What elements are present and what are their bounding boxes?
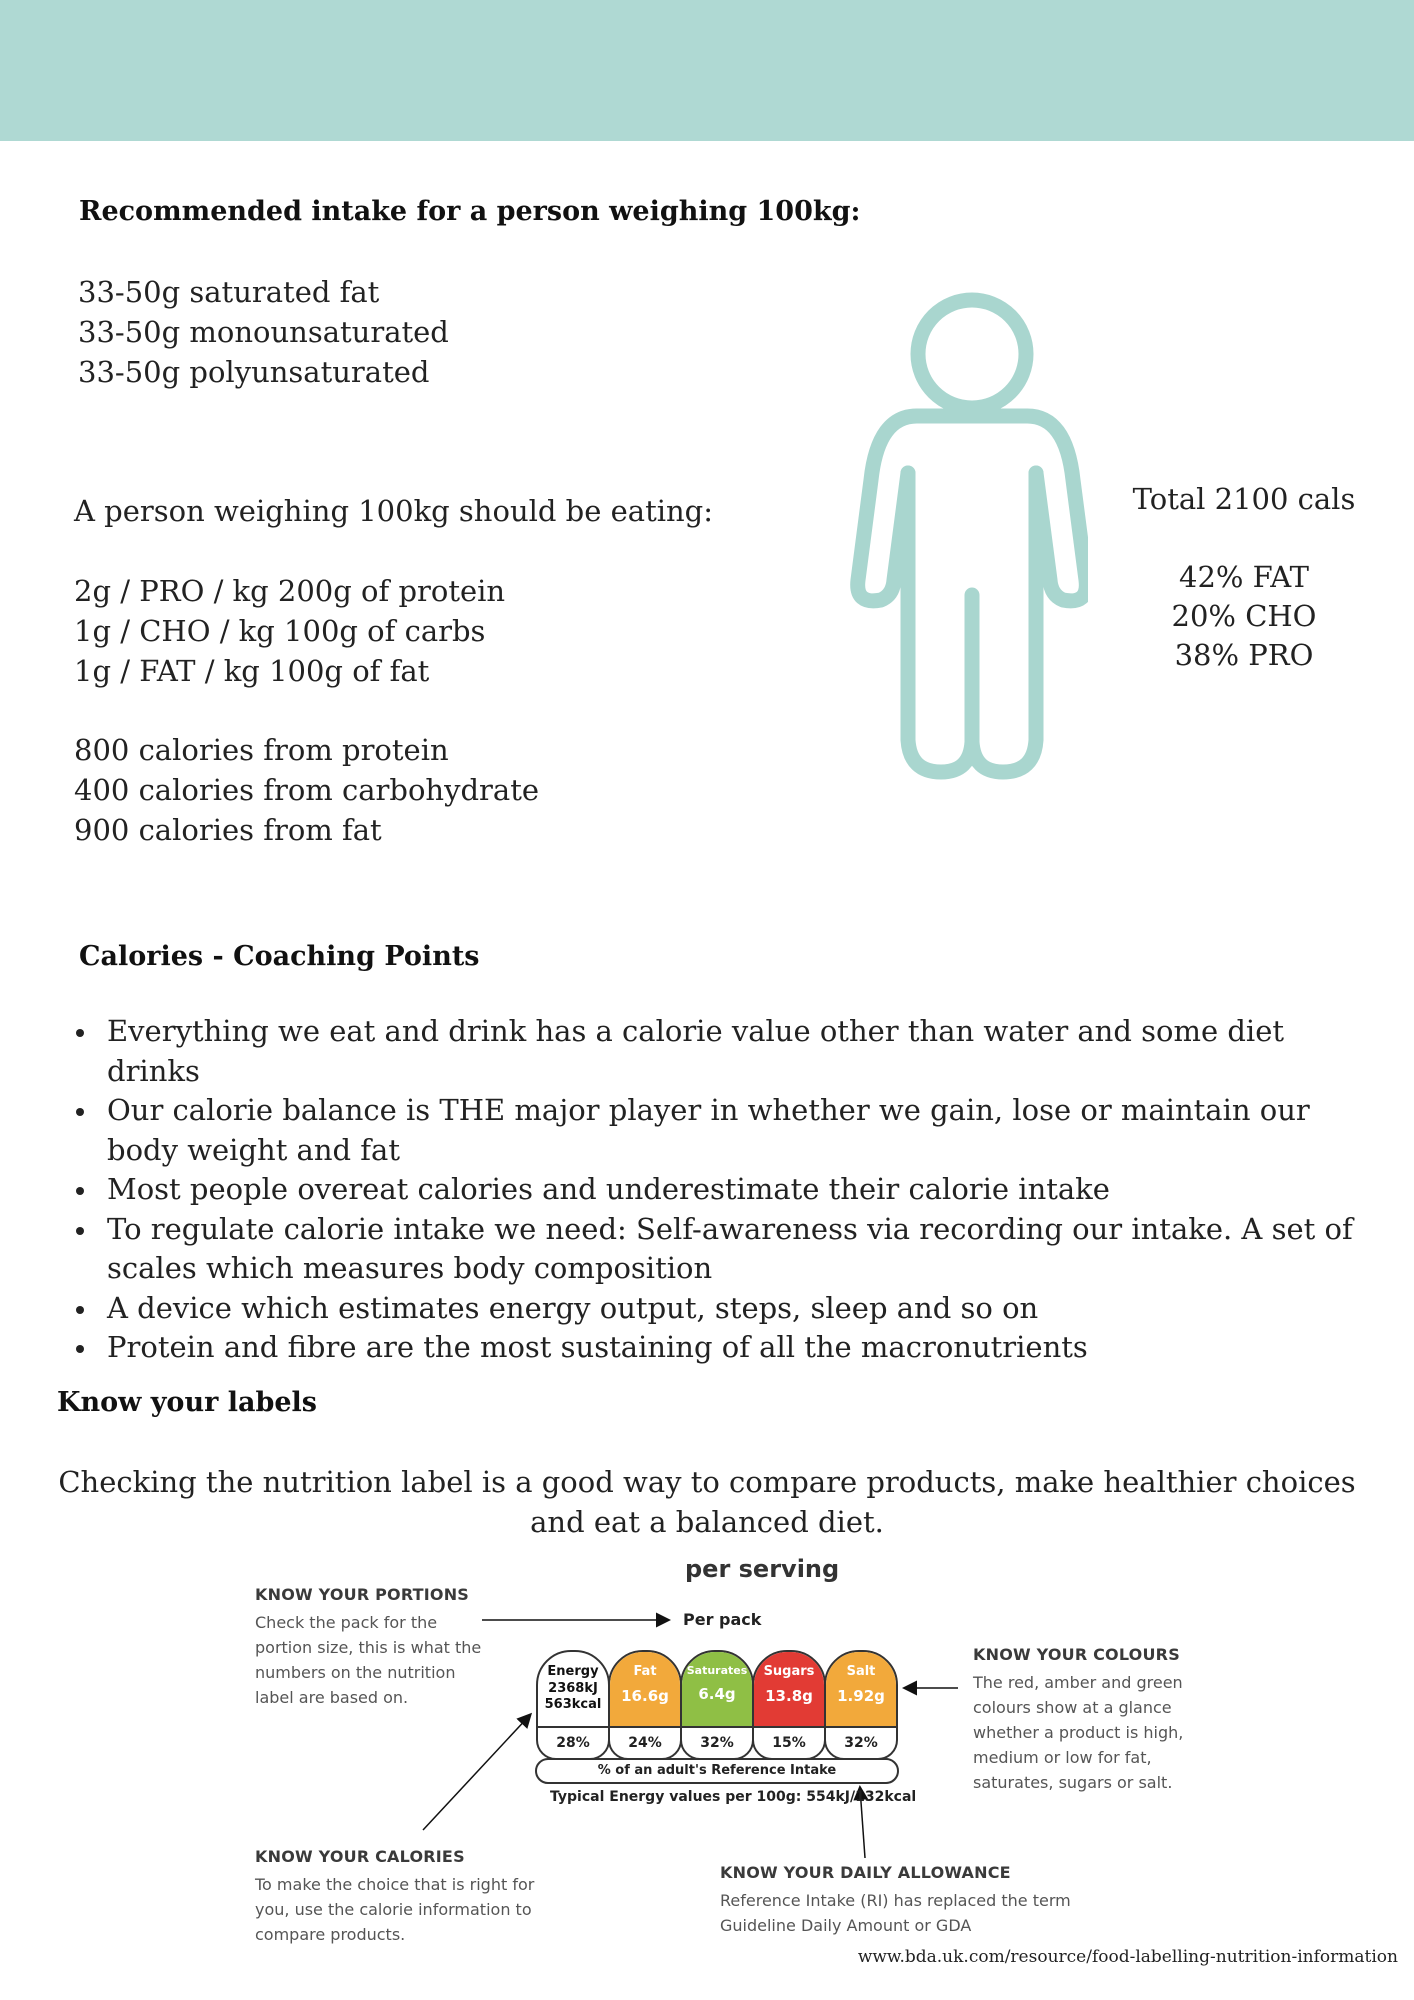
tile-top (538, 1652, 608, 1728)
list-item: To regulate calorie intake we need: Self-awareness via recording our intake. A set of scales which measures body composition (74, 1210, 1374, 1289)
recommended-line: 33-50g saturated fat (78, 275, 380, 309)
tile-top (754, 1652, 824, 1728)
recommended-line: 33-50g monounsaturated (78, 315, 449, 349)
tile-value: 1.92g (837, 1687, 885, 1705)
saturates-tile (680, 1650, 754, 1760)
macro-line: 1g / FAT / kg 100g of fat (74, 654, 430, 688)
list-item: Most people overeat calories and underestimate their calorie intake (74, 1170, 1374, 1210)
reference-intake-pill: % of an adult's Reference Intake (535, 1758, 899, 1784)
header-band (0, 0, 1414, 141)
labels-heading: Know your labels (57, 1387, 317, 1418)
tile-top (826, 1652, 896, 1728)
tile-percent: 32% (844, 1735, 878, 1751)
tile-top (610, 1652, 680, 1728)
allowance-heading: KNOW YOUR DAILY ALLOWANCE (720, 1863, 1011, 1882)
tile-value: 6.4g (698, 1685, 736, 1703)
cho-percent: 20% CHO (1171, 599, 1317, 633)
calorie-line: 400 calories from carbohydrate (74, 773, 540, 807)
calories-text: To make the choice that is right for you, use the calorie information to compare products. (255, 1875, 535, 1944)
eating-block (74, 491, 713, 850)
macro-line: 2g / PRO / kg 200g of protein (74, 574, 506, 608)
recommended-heading: Recommended intake for a person weighing 100kg: (79, 196, 861, 227)
calories-heading: KNOW YOUR CALORIES (255, 1847, 465, 1866)
tile-name: Fat (633, 1664, 657, 1679)
portions-heading: KNOW YOUR PORTIONS (255, 1585, 470, 1604)
list-item: Protein and fibre are the most sustaining of all the macronutrients (74, 1328, 1374, 1368)
calorie-totals (1112, 480, 1376, 675)
colours-text: The red, amber and green colours show at a glance whether a product is high, medium or low for fat, saturates, sugars or salt. (973, 1673, 1184, 1792)
coaching-heading: Calories - Coaching Points (79, 941, 480, 972)
salt-tile (824, 1650, 898, 1760)
recommended-list (78, 272, 449, 392)
tile-percent: 28% (556, 1735, 590, 1751)
source-link[interactable]: www.bda.uk.com/resource/food-labelling-nutrition-information (857, 1947, 1398, 1967)
macro-line: 1g / CHO / kg 100g of carbs (74, 614, 486, 648)
pro-percent: 38% PRO (1174, 638, 1314, 672)
tile-name: Energy (547, 1664, 599, 1679)
tile-percent: 24% (628, 1735, 662, 1751)
tile-value: 13.8g (765, 1687, 813, 1705)
list-item: A device which estimates energy output, steps, sleep and so on (74, 1289, 1374, 1329)
tile-percent: 15% (772, 1735, 806, 1751)
list-item: Our calorie balance is THE major player in whether we gain, lose or maintain our body weight and fat (74, 1091, 1374, 1170)
fat-percent: 42% FAT (1179, 560, 1309, 594)
per-pack-label: Per pack (683, 1610, 762, 1629)
tile-value: 16.6g (621, 1687, 669, 1705)
recommended-line: 33-50g polyunsaturated (78, 355, 430, 389)
nutrition-label-infographic (240, 1545, 1210, 1955)
tile-value: 2368kJ 563kcal (544, 1681, 602, 1712)
portions-text: Check the pack for the portion size, this is what the numbers on the nutrition label are based on. (255, 1613, 482, 1707)
list-item: Everything we eat and drink has a calorie value other than water and some diet drinks (74, 1012, 1374, 1091)
eating-intro: A person weighing 100kg should be eating: (74, 494, 714, 528)
fat-tile (608, 1650, 682, 1760)
per-serving-label: per serving (685, 1555, 840, 1583)
energy-tile (536, 1650, 610, 1760)
labels-intro: Checking the nutrition label is a good way to compare products, make healthier choices and eat a balanced diet. (58, 1465, 1356, 1539)
tile-name: Sugars (763, 1664, 815, 1679)
tile-name: Saturates (686, 1664, 748, 1677)
coaching-points (74, 1012, 1374, 1368)
calorie-line: 800 calories from protein (74, 733, 449, 767)
sugars-tile (752, 1650, 826, 1760)
calorie-line: 900 calories from fat (74, 813, 382, 847)
allowance-text: Reference Intake (RI) has replaced the term Guideline Daily Amount or GDA (720, 1891, 1071, 1935)
colours-heading: KNOW YOUR COLOURS (973, 1645, 1180, 1664)
tile-name: Salt (846, 1664, 876, 1679)
tile-percent: 32% (700, 1735, 734, 1751)
tile-top (682, 1652, 752, 1728)
total-calories: Total 2100 cals (1132, 482, 1356, 516)
typical-energy: Typical Energy values per 100g: 554kJ/132kcal (550, 1789, 917, 1805)
person-figure-icon (838, 290, 1088, 790)
